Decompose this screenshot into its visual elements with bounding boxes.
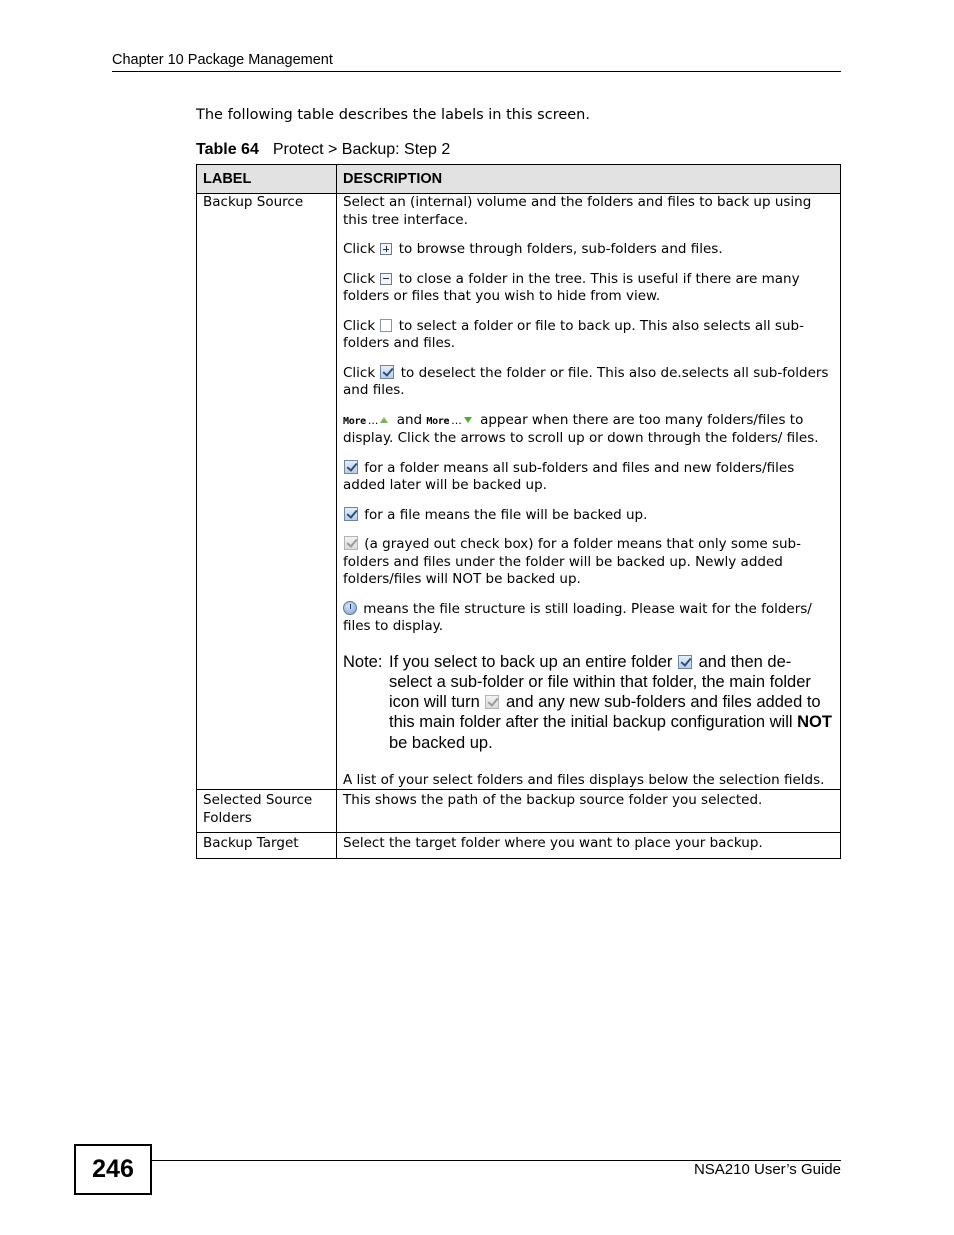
row-label: Backup Target	[197, 833, 337, 859]
description-paragraph	[343, 412, 834, 448]
column-header-label: LABEL	[197, 165, 337, 194]
description-paragraph: A list of your select folders and files displays below the selection fields.	[343, 771, 825, 788]
header-rule	[112, 71, 841, 72]
empty-checkbox-icon	[380, 319, 392, 332]
click-word: Click	[343, 364, 376, 381]
row-description: This shows the path of the backup source folder you selected.	[337, 790, 841, 833]
description-paragraph	[343, 318, 834, 353]
paragraph-text: to browse through folders, sub-folders and files.	[398, 241, 723, 257]
plus-icon	[380, 243, 392, 255]
chapter-header: Chapter 10 Package Management	[112, 52, 333, 68]
note-text: and any new sub-folders and files added to this main folder after the initial backup configuration will	[389, 693, 821, 732]
loading-icon	[343, 601, 357, 615]
paragraph-text: for a folder means all sub-folders and files and new folders/files added later will be backed up.	[343, 459, 795, 493]
paragraph-text: means the file structure is still loading. Please wait for the folders/ files to display.	[343, 600, 812, 634]
checked-checkbox-icon	[344, 460, 358, 474]
description-paragraph	[343, 536, 834, 589]
note-text: and then de-select a sub-folder or file within that folder, the main folder icon will turn	[389, 652, 811, 712]
footer-guide-title: NSA210 User’s Guide	[693, 1161, 841, 1178]
more-label: More	[426, 415, 450, 427]
table-caption-number: Table 64	[196, 141, 259, 158]
minus-icon	[380, 273, 392, 285]
note-bold: NOT	[797, 713, 832, 732]
note-text: be backed up.	[389, 733, 493, 752]
row-description: Select the target folder where you want to place your backup.	[337, 833, 841, 859]
column-header-description: DESCRIPTION	[337, 165, 841, 194]
row-label: Backup Source	[197, 194, 337, 790]
more-down-arrow-icon	[464, 417, 472, 423]
page-number: 246	[74, 1144, 152, 1195]
description-paragraph	[343, 507, 834, 525]
table-caption-title: Protect > Backup: Step 2	[272, 141, 451, 158]
description-paragraph	[343, 460, 834, 495]
intro-text: The following table describes the labels in this screen.	[196, 107, 590, 123]
note-text: If you select to back up an entire folder	[389, 652, 673, 671]
table-caption	[196, 141, 450, 159]
labels-table	[196, 164, 841, 859]
description-paragraph	[343, 601, 834, 636]
paragraph-text: for a file means the file will be backed up.	[364, 506, 648, 523]
row-description	[337, 194, 841, 790]
description-paragraph: Select an (internal) volume and the folders and files to back up using this tree interface.	[343, 194, 812, 228]
click-word: Click	[343, 317, 376, 334]
grayed-checkbox-icon	[485, 695, 499, 709]
note-label: Note:	[343, 652, 383, 671]
paragraph-text: to close a folder in the tree. This is useful if there are many folders or files that you wish to hide from view.	[343, 270, 800, 304]
paragraph-text: to deselect the folder or file. This also de.selects all sub-folders and files.	[343, 364, 829, 398]
table-header-row	[197, 165, 841, 194]
click-word: Click	[343, 270, 376, 287]
more-dots: ...	[367, 413, 379, 427]
checked-checkbox-icon	[380, 365, 394, 379]
checked-checkbox-icon	[678, 655, 692, 669]
more-dots: ...	[451, 413, 462, 427]
table-row	[197, 194, 841, 790]
note-block	[343, 652, 834, 753]
click-word: Click	[343, 241, 376, 257]
paragraph-text: to select a folder or file to back up. This also selects all sub-folders and files.	[343, 317, 804, 351]
description-paragraph	[343, 271, 834, 306]
checked-checkbox-icon	[344, 507, 358, 521]
paragraph-text: (a grayed out check box) for a folder means that only some sub-folders and files under the folder will be backed up. Newly added folders/files will NOT be backed up.	[343, 536, 801, 587]
description-paragraph	[343, 241, 834, 259]
grayed-checkbox-icon	[344, 536, 358, 550]
table-row	[197, 833, 841, 859]
paragraph-text: appear when there are too many folders/files to display. Click the arrows to scroll up or down through the folders/ files.	[343, 411, 819, 446]
paragraph-text: and	[396, 411, 423, 428]
description-paragraph	[343, 365, 834, 400]
table-row	[197, 790, 841, 833]
more-label: More	[343, 415, 366, 427]
more-up-arrow-icon	[380, 417, 388, 423]
row-label: Selected Source Folders	[197, 790, 337, 833]
